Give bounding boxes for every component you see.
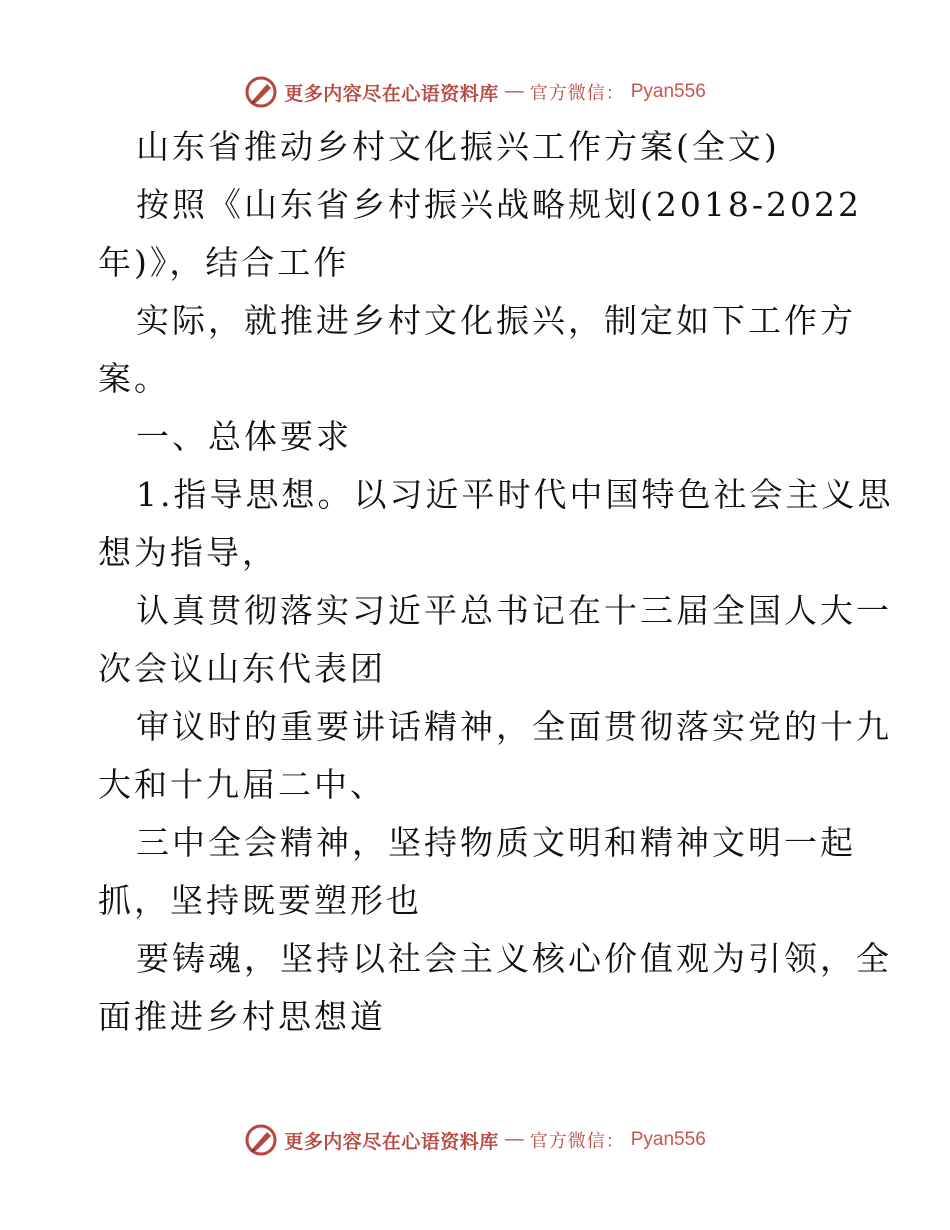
document-line: 次会议山东代表团 xyxy=(98,649,386,688)
watermark-official-label: 官方微信： xyxy=(529,83,625,104)
watermark-official-label: 官方微信： xyxy=(529,1131,625,1152)
document-line: 年)》，结合工作 xyxy=(98,243,350,282)
pen-logo-icon xyxy=(244,75,278,109)
document-line: 大和十九届二中、 xyxy=(98,765,386,804)
footer-watermark xyxy=(0,1120,950,1160)
document-line: 审议时的重要讲话精神，全面贯彻落实党的十九 xyxy=(136,707,892,746)
document-line: 想为指导， xyxy=(98,533,278,572)
watermark-wechat-id: Pyan556 xyxy=(630,1129,706,1150)
document-line: 三中全会精神，坚持物质文明和精神文明一起 xyxy=(136,823,856,862)
document-line: 1.指导思想。以习近平时代中国特色社会主义思 xyxy=(136,475,894,514)
document-line: 案。 xyxy=(98,359,170,398)
watermark-wechat-id: Pyan556 xyxy=(630,81,706,102)
watermark-separator: — xyxy=(504,1129,524,1150)
document-line: 抓，坚持既要塑形也 xyxy=(98,881,422,920)
document-line: 实际，就推进乡村文化振兴，制定如下工作方 xyxy=(136,301,856,340)
document-line: 一、总体要求 xyxy=(136,417,352,456)
document-line: 按照《山东省乡村振兴战略规划(2018-2022 xyxy=(136,185,862,224)
document-body xyxy=(98,118,894,1046)
document-line: 面推进乡村思想道 xyxy=(98,997,386,1036)
header-watermark xyxy=(0,72,950,112)
document-line: 山东省推动乡村文化振兴工作方案(全文) xyxy=(136,127,780,166)
watermark-separator: — xyxy=(504,81,524,102)
watermark-site-text: 更多内容尽在心语资料库 xyxy=(284,1130,499,1153)
document-line: 认真贯彻落实习近平总书记在十三届全国人大一 xyxy=(136,591,892,630)
pen-logo-icon xyxy=(244,1123,278,1157)
watermark-site-text: 更多内容尽在心语资料库 xyxy=(284,82,499,105)
document-line: 要铸魂，坚持以社会主义核心价值观为引领，全 xyxy=(136,939,892,978)
